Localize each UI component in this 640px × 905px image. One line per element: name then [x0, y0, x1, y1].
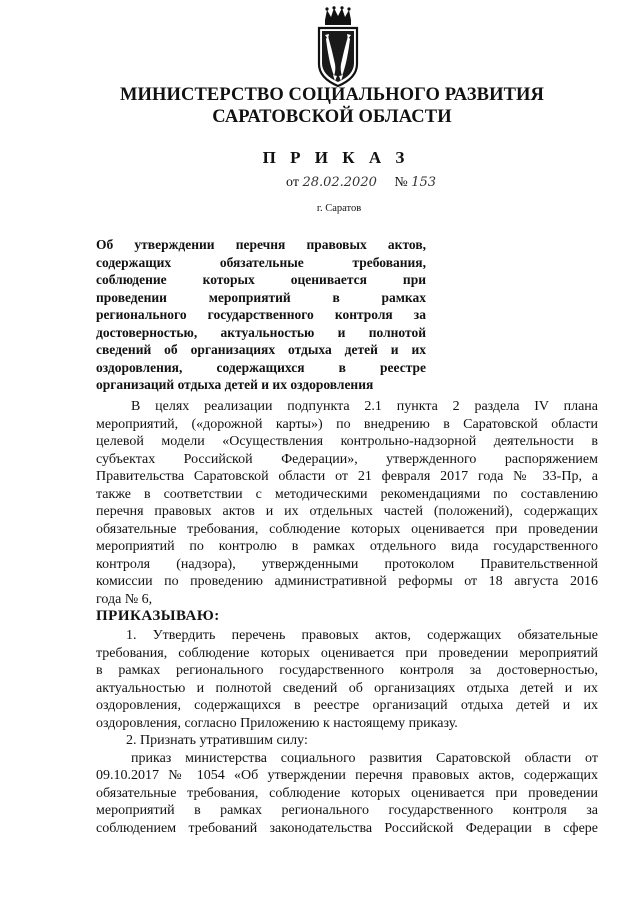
ministry-name-line-1: МИНИСТЕРСТВО СОЦИАЛЬНОГО РАЗВИТИЯ	[120, 85, 544, 105]
order-title: П Р И К А З	[262, 148, 410, 167]
order-date-number-line	[286, 175, 436, 191]
order-subject	[96, 236, 426, 394]
item-1-line: оздоровления, согласно Приложению к настоящему приказу.	[96, 715, 458, 731]
subject-line: оздоровления, содержащихся в реестре	[96, 359, 426, 375]
handwritten-number: 153	[411, 175, 437, 190]
preamble-line: целевой модели «Осуществления контрольно-надзорной деятельности в	[96, 434, 598, 449]
preamble-line: мероприятий по контролю в рамках отдельного вида государственного	[96, 539, 598, 554]
preamble-paragraph	[96, 398, 598, 608]
coat-of-arms-emblem	[315, 6, 361, 88]
item-1-line: актуальностью и полнотой сведений об организациях отдыха детей и их	[96, 680, 598, 696]
item-2-line: обязательные требования, соблюдение которых оценивается при проведении	[96, 785, 598, 801]
item-2-line: соблюдением требований законодательства Российской Федерации в сфере	[96, 820, 598, 836]
ministry-header	[0, 84, 640, 128]
subject-line: регионального государственного контроля за	[96, 307, 426, 322]
handwritten-date: 28.02.2020	[302, 175, 377, 190]
subject-line: организаций отдыха детей и их оздоровления	[96, 377, 374, 392]
subject-line: сведений об организациях отдыха детей и их	[96, 342, 426, 357]
item-2-line: мероприятий в рамках регионального государственного контроля за	[96, 803, 598, 818]
preamble-line: субъектах Российской Федерации», утвержденного распоряжением	[96, 451, 598, 467]
preamble-line: мероприятий, («дорожной карты») по внедрению в Саратовской области	[96, 416, 598, 432]
subject-line: соблюдение которых оценивается при	[96, 272, 426, 287]
item-2-line: приказ министерства социального развития Саратовской области от	[131, 750, 598, 766]
item-2-title: 2. Признать утратившим силу:	[126, 733, 308, 748]
preamble-line: обязательные требования, соблюдение которых оценивается при проведении	[96, 521, 598, 537]
preamble-line: Правительства Саратовской области от 21 февраля 2017 года № 33-Пр, а	[96, 469, 598, 484]
item-1-line: требования, соблюдение которых оценивается при проведении мероприятий	[96, 645, 598, 661]
item-2-paragraph	[96, 732, 598, 837]
date-prefix: от	[286, 175, 299, 190]
preamble-line: контроля (надзора), утвержденными протоколом Правительственной	[96, 556, 598, 572]
preamble-line: также в соответствии с методическими рекомендациями по составлению	[96, 486, 598, 502]
city-label: г. Саратов	[316, 203, 362, 214]
subject-line: проведении мероприятий в рамках	[96, 289, 426, 305]
number-prefix: №	[394, 175, 408, 190]
item-1-paragraph	[96, 627, 598, 732]
subject-line: содержащих обязательные требования,	[96, 254, 426, 270]
preamble-line: комиссии по проведению административной реформы от 18 августа 2016	[96, 574, 598, 589]
item-1-line: 1. Утвердить перечень правовых актов, содержащих обязательные	[126, 628, 598, 643]
item-1-line: оздоровления, содержащихся в реестре организаций отдыха детей и их	[96, 698, 598, 713]
preamble-line: перечня правовых актов и их отдельных частей (положений), содержащих	[96, 504, 598, 519]
subject-line: Об утверждении перечня правовых актов,	[96, 237, 426, 252]
ministry-name-line-2: САРАТОВСКОЙ ОБЛАСТИ	[212, 107, 452, 127]
item-1-line: в рамках регионального государственного контроля за достоверностью,	[96, 663, 598, 678]
subject-line: достоверностью, актуальностью и полнотой	[96, 324, 426, 340]
order-heading: ПРИКАЗЫВАЮ:	[96, 608, 220, 624]
item-2-line: 09.10.2017 № 1054 «Об утверждении перечня правовых актов, содержащих	[96, 768, 598, 783]
preamble-line: года № 6,	[96, 591, 153, 607]
preamble-line: В целях реализации подпункта 2.1 пункта 2 раздела IV плана	[131, 399, 598, 414]
